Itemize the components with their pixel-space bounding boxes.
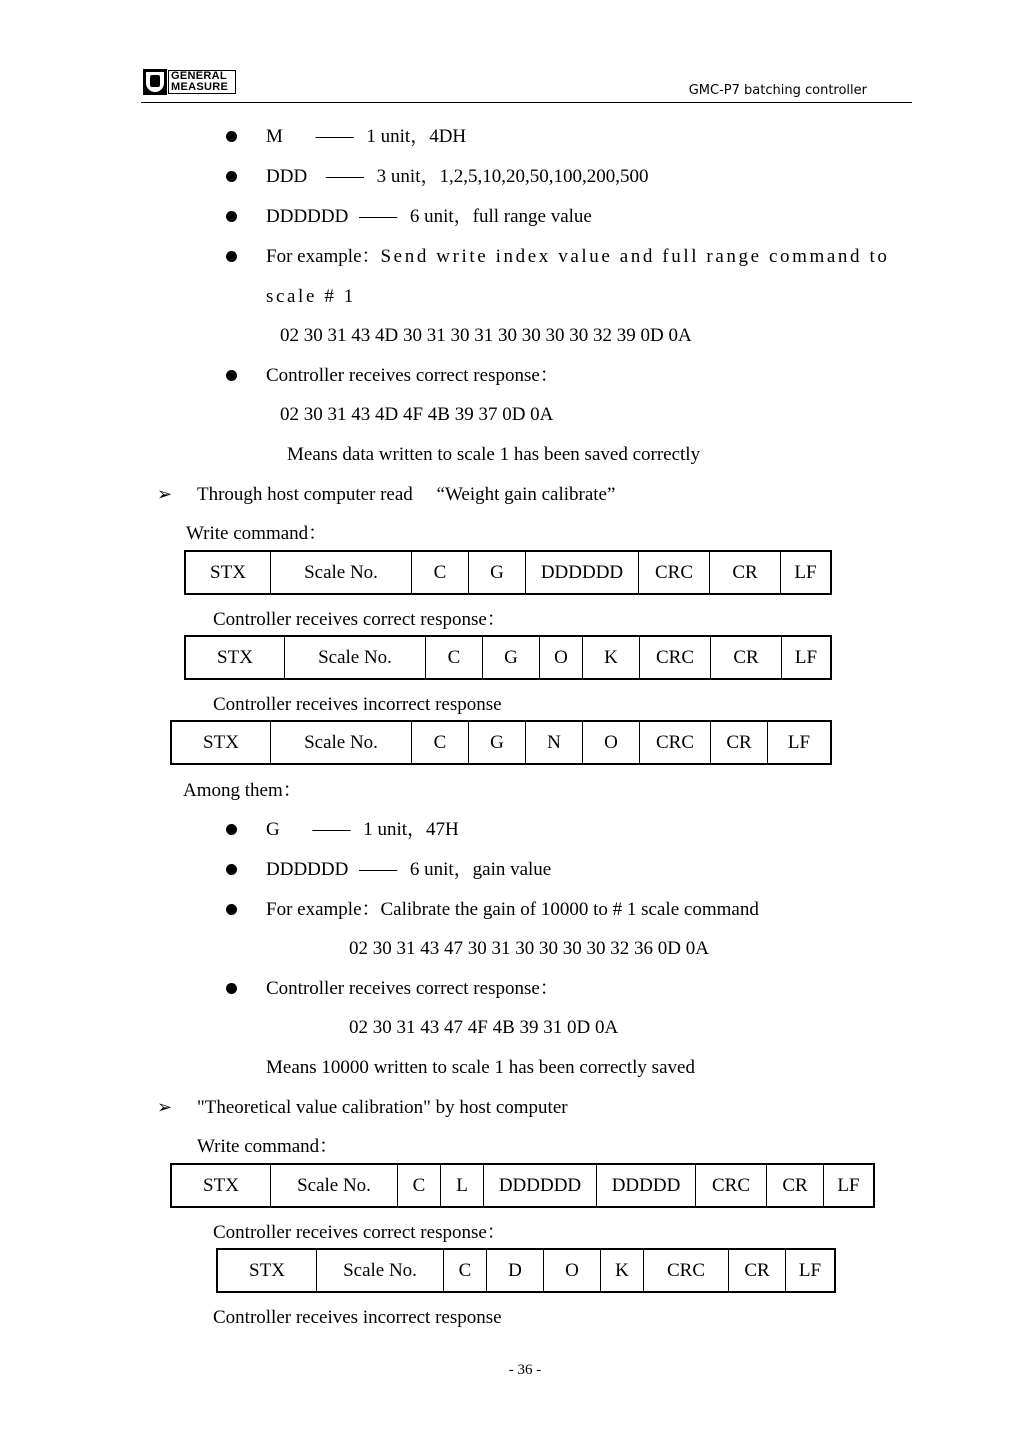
hex-response: 02 30 31 43 4D 4F 4B 39 37 0D 0A [280,404,554,425]
write-command-table [184,550,832,595]
document-title: GMC-P7 batching controller [688,83,867,98]
field-key: DDD [266,166,308,187]
among-them-label: Among them： [183,780,302,801]
field-desc: 3 unit，1,2,5,10,20,50,100,200,500 [376,166,649,187]
table-cell: C [426,636,483,679]
write-command-label: Write command： [197,1136,339,1157]
table-cell: C [412,551,469,594]
table-cell: STX [185,636,285,679]
response-meaning: Means data written to scale 1 has been saved correctly [287,444,701,465]
logo-line-1: GENERAL [171,70,227,82]
table-cell: CR [729,1249,786,1292]
bullet-icon [226,211,237,222]
table-cell: C [398,1164,441,1207]
table-cell: G [469,721,526,764]
list-item [266,206,592,228]
write-command-table [170,1163,875,1208]
logo-line-2: MEASURE [171,81,229,93]
bullet-icon [226,251,237,262]
hex-command: 02 30 31 43 4D 30 31 30 31 30 30 30 30 32 39 0D 0A [280,325,692,346]
table-cell: K [601,1249,644,1292]
section-heading: Through host computer read “Weight gain calibrate” [197,484,616,505]
correct-response-label: Controller receives correct response： [213,1222,506,1243]
table-cell: STX [171,721,271,764]
incorrect-response-label: Controller receives incorrect response [213,1307,502,1328]
company-logo [143,69,236,95]
table-cell: O [544,1249,601,1292]
table-cell: G [483,636,540,679]
field-desc: 6 unit，gain value [409,859,552,880]
table-cell: G [469,551,526,594]
table-cell: STX [217,1249,317,1292]
table-cell: DDDDD [597,1164,696,1207]
arrow-bullet-icon: ➢ [157,1097,173,1118]
table-cell: Scale No. [271,551,412,594]
table-cell: C [444,1249,487,1292]
logo-text [168,70,236,94]
bullet-icon [226,824,237,835]
table-cell: N [526,721,583,764]
example-line: For example：Calibrate the gain of 10000 to # 1 scale command [266,899,759,920]
dash: —— [312,819,351,840]
response-label: Controller receives correct response： [266,978,559,999]
write-command-label: Write command： [186,523,328,544]
list-item [266,246,889,268]
list-item [266,859,551,881]
example-text-cont: scale # 1 [266,286,356,307]
table-cell: LF [786,1249,836,1292]
dash: —— [359,206,398,227]
section-heading: "Theoretical value calibration" by host computer [197,1097,568,1118]
table-cell: DDDDDD [526,551,639,594]
table-row [185,636,831,679]
list-item [266,126,466,148]
table-cell: Scale No. [285,636,426,679]
table-cell: CRC [639,551,710,594]
table-cell: K [583,636,640,679]
field-key: DDDDDD [266,859,349,880]
table-cell: CRC [640,721,711,764]
table-cell: STX [171,1164,271,1207]
field-desc: 6 unit，full range value [409,206,592,227]
correct-response-table [184,635,832,680]
field-key: M [266,126,283,147]
incorrect-response-table [170,720,832,765]
table-row [171,1164,874,1207]
table-cell: CR [767,1164,824,1207]
table-cell: O [540,636,583,679]
list-item [266,819,459,841]
list-item [266,166,648,188]
table-cell: LF [824,1164,875,1207]
table-cell: CRC [644,1249,729,1292]
table-cell: Scale No. [271,1164,398,1207]
table-cell: CRC [696,1164,767,1207]
table-cell: CRC [640,636,711,679]
response-label: Controller receives correct response： [266,365,559,386]
table-cell: LF [781,551,832,594]
response-meaning: Means 10000 written to scale 1 has been correctly saved [266,1057,695,1078]
table-cell: CR [711,636,782,679]
hex-command: 02 30 31 43 47 30 31 30 30 30 30 32 36 0D 0A [349,938,709,959]
page-number: - 36 - [508,1362,542,1378]
dash: —— [359,859,398,880]
bullet-icon [226,171,237,182]
bullet-icon [226,370,237,381]
table-cell: CR [711,721,768,764]
table-cell: D [487,1249,544,1292]
field-desc: 1 unit，47H [363,819,459,840]
correct-response-label: Controller receives correct response： [213,609,506,630]
correct-response-table [216,1248,836,1293]
table-cell: C [412,721,469,764]
field-desc: 1 unit，4DH [366,126,467,147]
header-divider [141,102,912,103]
table-cell: STX [185,551,271,594]
example-text: Send write index value and full range command to [380,246,890,267]
table-cell: Scale No. [317,1249,444,1292]
table-row [217,1249,835,1292]
table-cell: O [583,721,640,764]
table-cell: L [441,1164,484,1207]
table-row [185,551,831,594]
table-cell: Scale No. [271,721,412,764]
bullet-icon [226,864,237,875]
table-cell: CR [710,551,781,594]
arrow-bullet-icon: ➢ [157,484,173,505]
bullet-icon [226,983,237,994]
incorrect-response-label: Controller receives incorrect response [213,694,502,715]
table-cell: DDDDDD [484,1164,597,1207]
table-row [171,721,831,764]
dash: —— [325,166,364,187]
table-cell: LF [782,636,832,679]
example-label: For example： [266,246,381,267]
dash: —— [315,126,354,147]
table-cell: LF [768,721,832,764]
bullet-icon [226,904,237,915]
hex-response: 02 30 31 43 47 4F 4B 39 31 0D 0A [349,1017,619,1038]
logo-emblem-icon [143,69,167,95]
field-key: G [266,819,280,840]
bullet-icon [226,131,237,142]
field-key: DDDDDD [266,206,349,227]
